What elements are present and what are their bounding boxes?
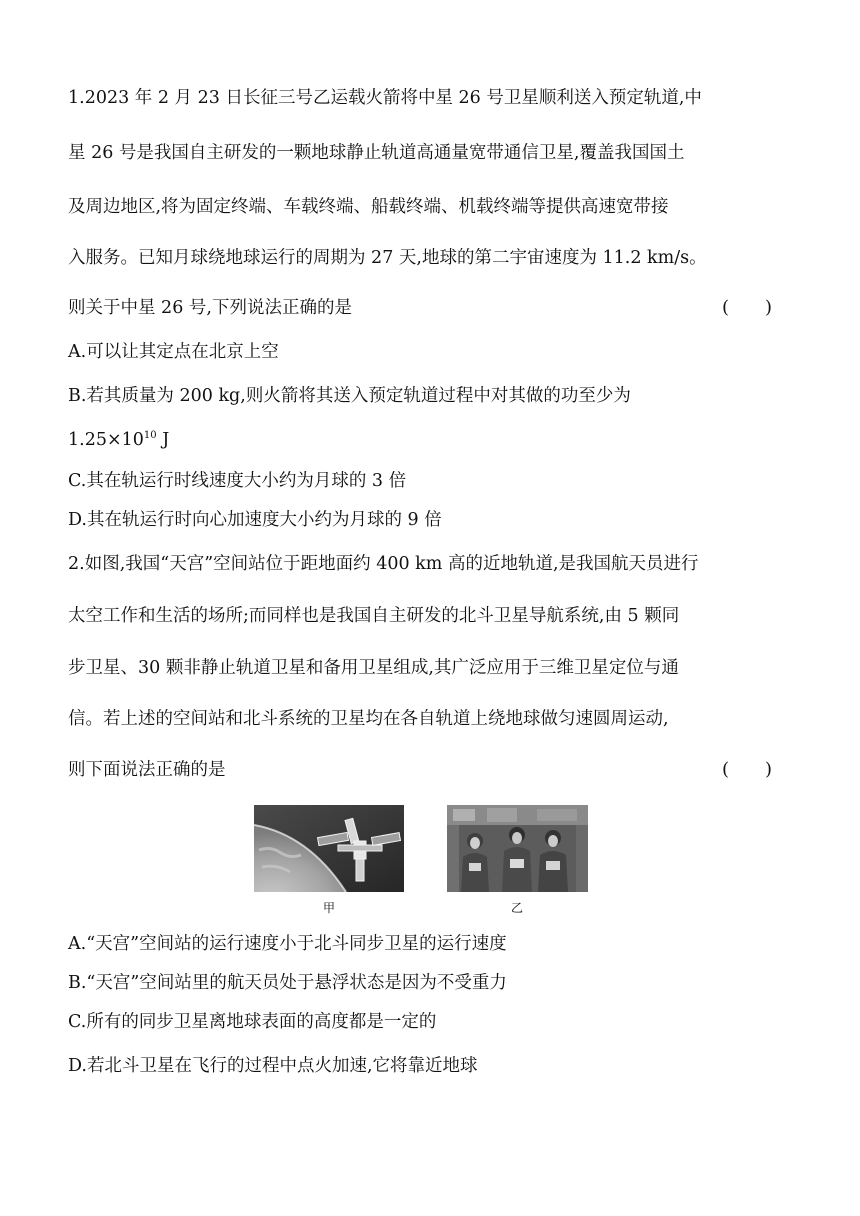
q1-option-b-unit: J [156,430,170,450]
q2-option-b: B.“天宫”空间站里的航天员处于悬浮状态是因为不受重力 [68,973,507,993]
q1-option-a: A.可以让其定点在北京上空 [68,342,279,362]
q1-option-d: D.其在轨运行时向心加速度大小约为月球的 9 倍 [68,510,442,530]
q2-stem-line-5: 则下面说法正确的是 [68,760,226,780]
figure-caption-left: 甲 [322,901,335,915]
astronauts-photo [447,805,588,892]
q2-option-a: A.“天宫”空间站的运行速度小于北斗同步卫星的运行速度 [68,934,507,954]
q2-stem-line-1: 2.如图,我国“天宫”空间站位于距地面约 400 km 高的近地轨道,是我国航天员进行 [68,554,699,574]
q1-stem-line-1: 1.2023 年 2 月 23 日长征三号乙运载火箭将中星 26 号卫星顺利送入预定轨道,中 [68,88,702,108]
q1-option-b: B.若其质量为 200 kg,则火箭将其送入预定轨道过程中对其做的功至少为 [68,386,631,406]
q1-stem-line-5: 则关于中星 26 号,下列说法正确的是 [68,298,352,318]
q2-option-c: C.所有的同步卫星离地球表面的高度都是一定的 [68,1012,437,1032]
q1-option-b-exponent: 10 [143,430,157,441]
q2-stem-line-4: 信。若上述的空间站和北斗系统的卫星均在各自轨道上绕地球做匀速圆周运动, [68,709,669,729]
space-station-photo [254,805,404,892]
q1-stem-line-2: 星 26 号是我国自主研发的一颗地球静止轨道高通量宽带通信卫星,覆盖我国国土 [68,143,685,163]
q2-stem-line-2: 太空工作和生活的场所;而同样也是我国自主研发的北斗卫星导航系统,由 5 颗同 [68,606,680,626]
q1-option-b-continued [68,428,169,452]
q1-stem-line-3: 及周边地区,将为固定终端、车载终端、船载终端、机载终端等提供高速宽带接 [68,197,669,217]
q1-answer-bracket: ( ) [722,297,773,318]
q2-stem-line-3: 步卫星、30 颗非静止轨道卫星和备用卫星组成,其广泛应用于三维卫星定位与通 [68,658,679,678]
q2-answer-bracket: ( ) [722,759,773,780]
q1-stem-line-4: 入服务。已知月球绕地球运行的周期为 27 天,地球的第二宇宙速度为 11.2 km/s。 [68,248,707,268]
q2-option-d: D.若北斗卫星在飞行的过程中点火加速,它将靠近地球 [68,1056,478,1076]
figure-caption-right: 乙 [510,901,523,915]
q1-option-c: C.其在轨运行时线速度大小约为月球的 3 倍 [68,471,407,491]
q1-option-b-value: 1.25×10 [68,430,144,450]
